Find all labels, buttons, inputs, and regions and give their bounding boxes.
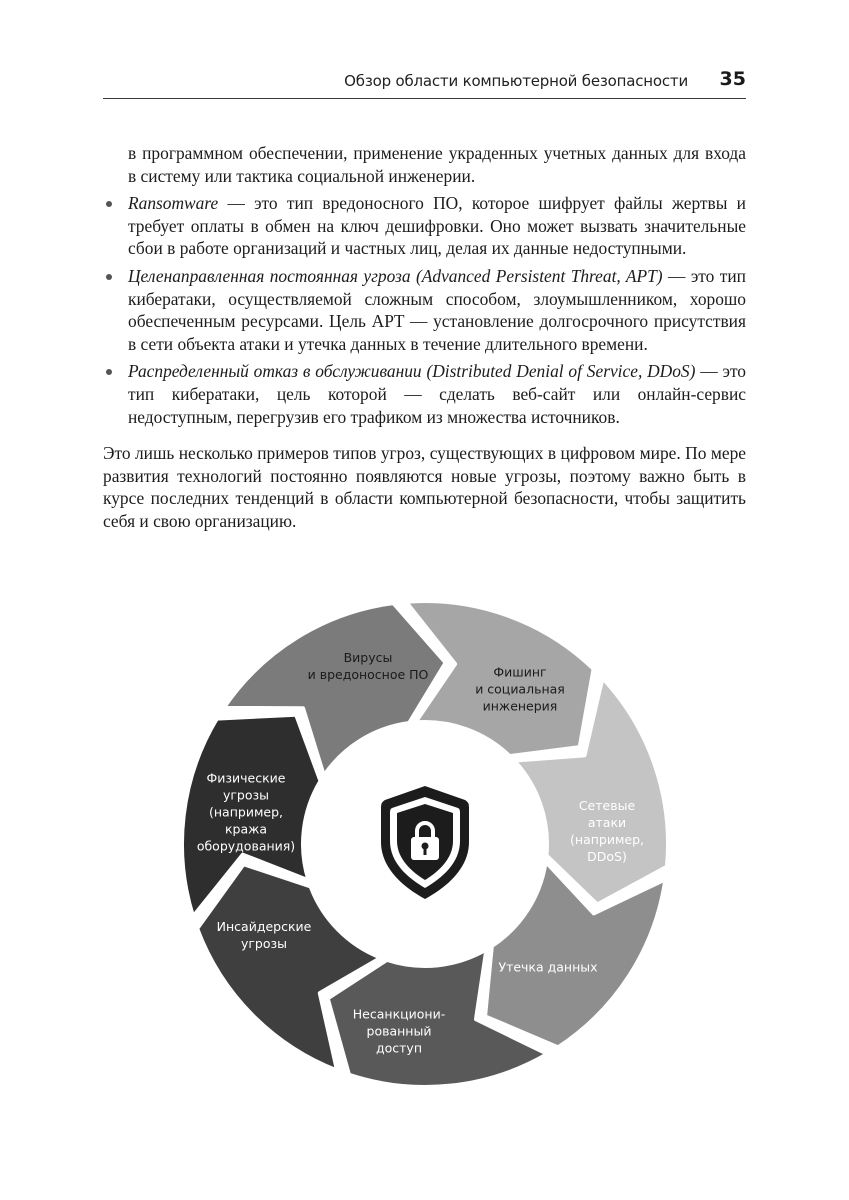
segment-label: Несанкциони- рованный доступ [352, 1006, 446, 1056]
segment-label: Инсайдерские угрозы [216, 919, 312, 951]
page-number: 35 [719, 68, 746, 90]
segment-label: Сетевые атаки (например, DDoS) [570, 798, 644, 864]
term-ransomware: Ransomware [128, 193, 219, 214]
segment-label: Физические угрозы (например, кража оборудования) [196, 770, 296, 854]
term-apt: Целенаправленная постоянная угроза (Advanced Persistent Threat, APT) [128, 265, 663, 286]
chapter-title: Обзор области компьютерной безопасности [344, 72, 688, 90]
list-continuation: в программном обеспечении, применение украденных учетных данных для входа в систему или тактика социальной инженерии. [128, 143, 746, 186]
list-item [103, 265, 746, 355]
term-definition: — это тип вредоносного ПО, которое шифрует файлы жертвы и требует оплаты в обмен на ключ дешифровки. Оно может вызвать значительные сбои в работе организаций и частных лиц, делая их данные недоступными. [128, 193, 746, 259]
summary-paragraph: Это лишь несколько примеров типов угроз, существующих в цифровом мире. По мере развития технологий постоянно появляются новые угрозы, поэтому важно быть в курсе последних тенденций в области компьютерной безопасности, чтобы защитить себя и свою организацию. [103, 443, 746, 531]
shield-lock-icon [381, 786, 469, 899]
list-item [103, 192, 746, 260]
running-header [103, 66, 746, 99]
threat-list [103, 192, 746, 428]
segment-label: Утечка данных [498, 959, 598, 975]
segment-label: Фишинг и социальная инженерия [475, 664, 565, 714]
term-definition: — это тип кибератаки, осуществляемой сложным способом, злоумышленником, хорошо обеспеченным ресурсами. Цель APT — установление долгосрочного присутствия в сети объекта атаки и утечка данных в течение длительного времени. [128, 265, 746, 354]
threat-types-diagram [180, 594, 670, 1094]
segment-label: Вирусы и вредоносное ПО [307, 650, 429, 682]
term-ddos: Распределенный отказ в обслуживании (Distributed Denial of Service, DDoS) [128, 361, 696, 382]
list-item [103, 360, 746, 428]
body-text [103, 142, 746, 533]
term-definition: — это тип кибератаки, цель которой — сделать веб-сайт или онлайн-сервис недоступным, перегрузив его трафиком из множества источников. [128, 361, 747, 427]
ring-segment [485, 862, 665, 1048]
